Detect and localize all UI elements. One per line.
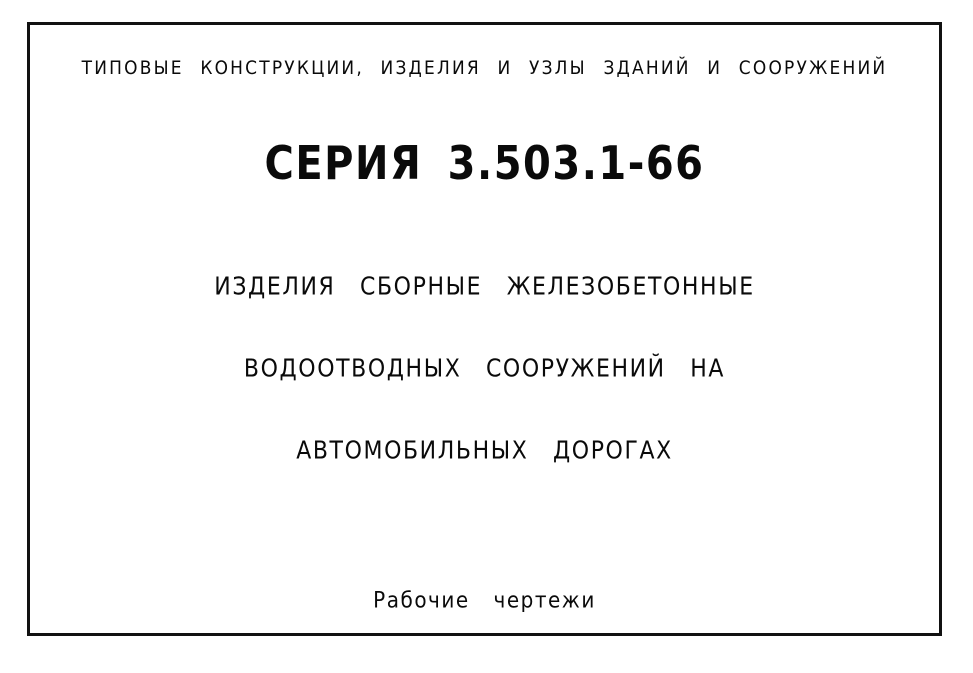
title-sheet-content [30,25,939,633]
document-title-line-1: ИЗДЕЛИЯ СБОРНЫЕ ЖЕЛЕЗОБЕТОННЫЕ [214,273,755,302]
document-title-line-3: АВТОМОБИЛЬНЫХ ДОРОГАХ [296,437,673,466]
title-sheet-frame [27,22,942,636]
document-header-text: ТИПОВЫЕ КОНСТРУКЦИИ, ИЗДЕЛИЯ И УЗЛЫ ЗДАНИЙ И СООРУЖЕНИЙ [81,57,888,80]
series-number: СЕРИЯ 3.503.1-66 [264,137,705,191]
document-footer-text: Рабочие чертежи [373,586,596,613]
document-title-line-2: ВОДООТВОДНЫХ СООРУЖЕНИЙ НА [243,355,726,384]
